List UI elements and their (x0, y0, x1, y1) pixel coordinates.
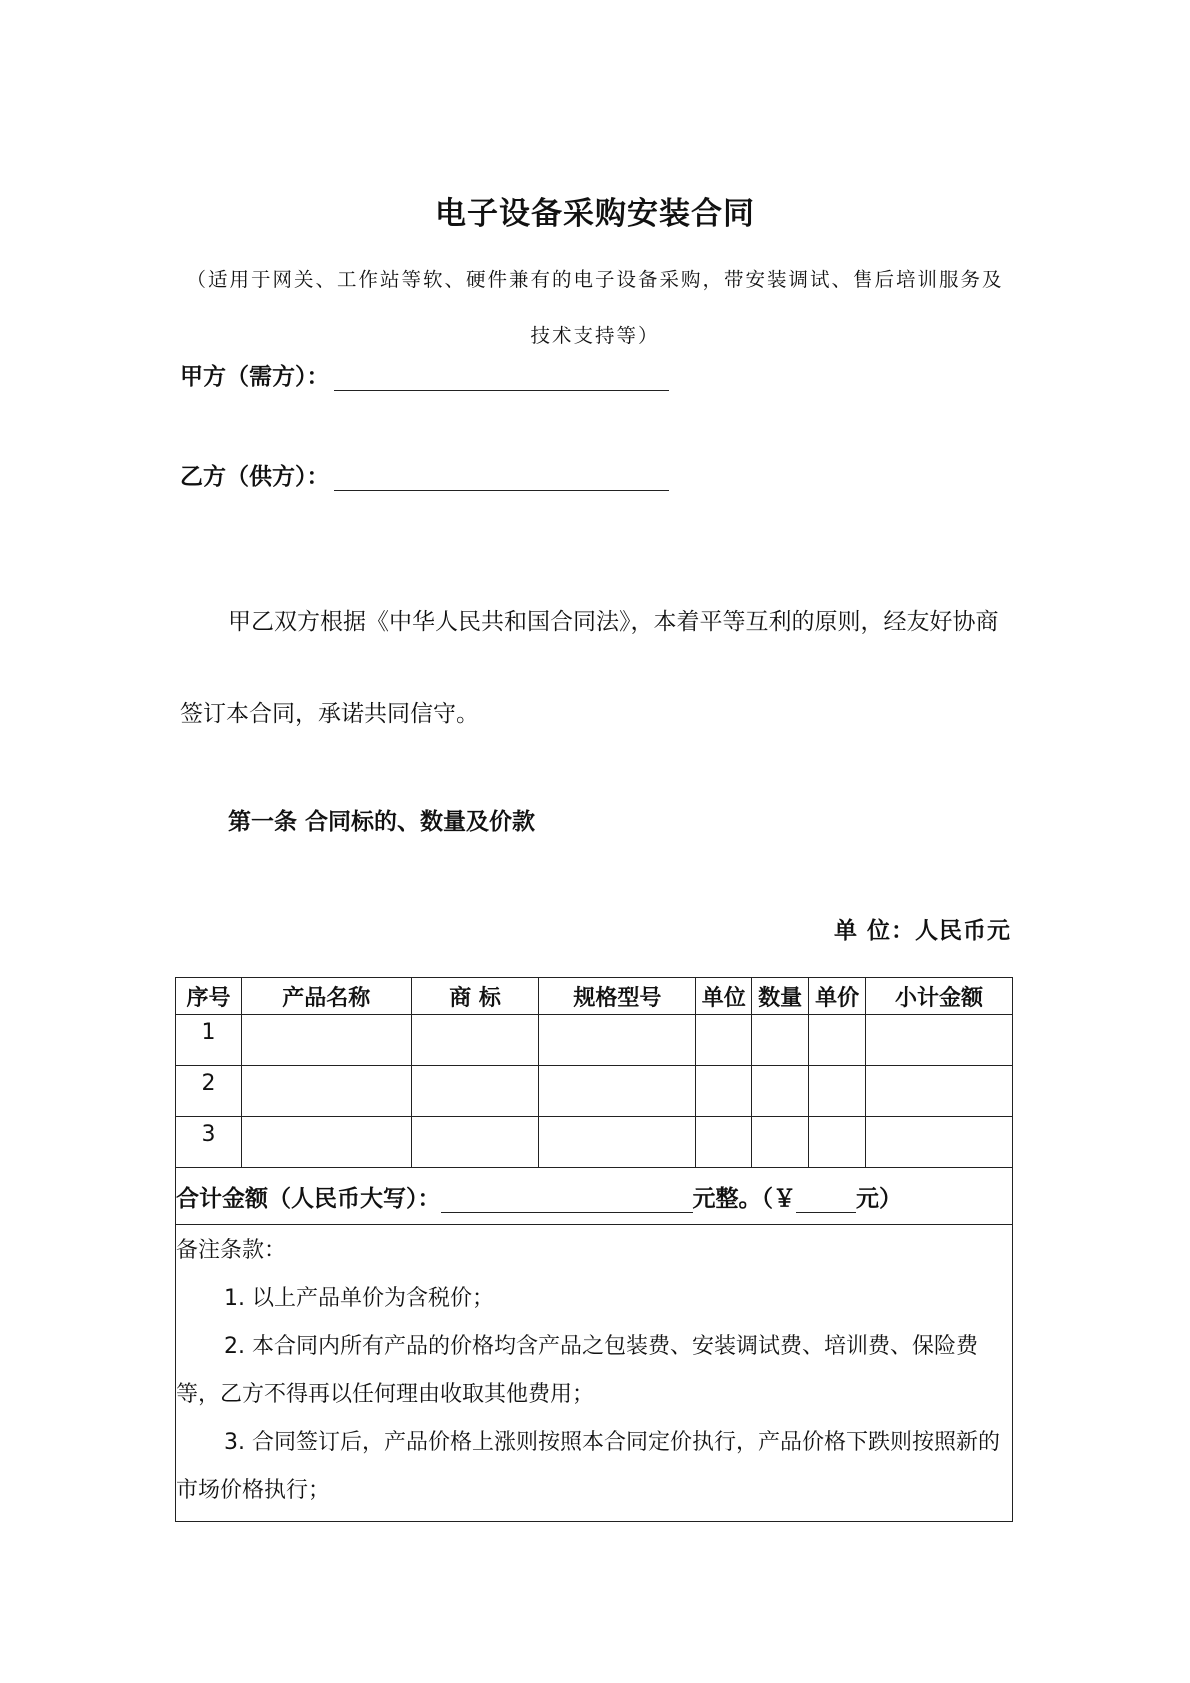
table-row (176, 1066, 1013, 1117)
total-words-blank[interactable] (441, 1188, 693, 1213)
total-figure-blank[interactable] (796, 1188, 856, 1213)
cell-quantity[interactable] (752, 1066, 809, 1117)
col-header-brand: 商 标 (411, 978, 539, 1015)
notes-cell (176, 1225, 1013, 1522)
table-row (176, 1117, 1013, 1168)
note-item: 1. 以上产品单价为含税价； (224, 1286, 494, 1311)
cell-price[interactable] (809, 1117, 866, 1168)
col-header-quantity: 数量 (752, 978, 809, 1015)
cell-product[interactable] (241, 1015, 411, 1066)
note-item: 3. 合同签订后，产品价格上涨则按照本合同定价执行，产品价格下跌则按照新的市场价格执行； (176, 1430, 1000, 1503)
cell-unit[interactable] (696, 1015, 752, 1066)
table-header-row (176, 978, 1013, 1015)
total-suffix: 元） (856, 1185, 902, 1212)
col-header-subtotal: 小计金额 (866, 978, 1013, 1015)
notes-label: 备注条款： (176, 1238, 287, 1263)
party-a-blank[interactable] (334, 364, 669, 391)
cell-product[interactable] (241, 1117, 411, 1168)
col-header-model: 规格型号 (539, 978, 696, 1015)
col-header-product: 产品名称 (241, 978, 411, 1015)
row-index: 3 (176, 1117, 242, 1168)
cell-price[interactable] (809, 1066, 866, 1117)
cell-quantity[interactable] (752, 1117, 809, 1168)
cell-subtotal[interactable] (866, 1066, 1013, 1117)
cell-unit[interactable] (696, 1066, 752, 1117)
cell-model[interactable] (539, 1117, 696, 1168)
party-b-blank[interactable] (334, 464, 669, 491)
section-1-title: 第一条 合同标的、数量及价款 (228, 809, 536, 835)
cell-model[interactable] (539, 1015, 696, 1066)
party-b (180, 458, 669, 491)
party-a-label: 甲方（需方）： (180, 364, 330, 390)
table-row (176, 1015, 1013, 1066)
party-b-label: 乙方（供方）： (180, 464, 330, 490)
total-row (176, 1168, 1013, 1225)
row-index: 2 (176, 1066, 242, 1117)
cell-subtotal[interactable] (866, 1015, 1013, 1066)
col-header-index: 序号 (176, 978, 242, 1015)
cell-unit[interactable] (696, 1117, 752, 1168)
cell-quantity[interactable] (752, 1015, 809, 1066)
row-index: 1 (176, 1015, 242, 1066)
cell-price[interactable] (809, 1015, 866, 1066)
col-header-price: 单价 (809, 978, 866, 1015)
col-header-unit: 单位 (696, 978, 752, 1015)
intro-paragraph: 甲乙双方根据《中华人民共和国合同法》，本着平等互利的原则，经友好协商签订本合同，承诺共同信守。 (180, 609, 999, 727)
cell-brand[interactable] (411, 1066, 539, 1117)
notes-row (176, 1225, 1013, 1522)
total-prefix: 合计金额（人民币大写）： (176, 1185, 441, 1212)
cell-subtotal[interactable] (866, 1117, 1013, 1168)
cell-product[interactable] (241, 1066, 411, 1117)
total-amount-cell (176, 1168, 1013, 1225)
document-subtitle: （适用于网关、工作站等软、硬件兼有的电子设备采购，带安装调试、售后培训服务及技术支持等） (186, 268, 1004, 347)
note-item: 2. 本合同内所有产品的价格均含产品之包装费、安装调试费、培训费、保险费等，乙方不得再以任何理由收取其他费用； (176, 1334, 978, 1407)
total-mid: 元整。（￥ (692, 1185, 796, 1212)
cell-brand[interactable] (411, 1015, 539, 1066)
product-table (175, 977, 1013, 1522)
document-title: 电子设备采购安装合同 (435, 196, 755, 232)
cell-brand[interactable] (411, 1117, 539, 1168)
party-a (180, 358, 669, 391)
unit-label: 单 位：人民币元 (833, 918, 1011, 944)
cell-model[interactable] (539, 1066, 696, 1117)
